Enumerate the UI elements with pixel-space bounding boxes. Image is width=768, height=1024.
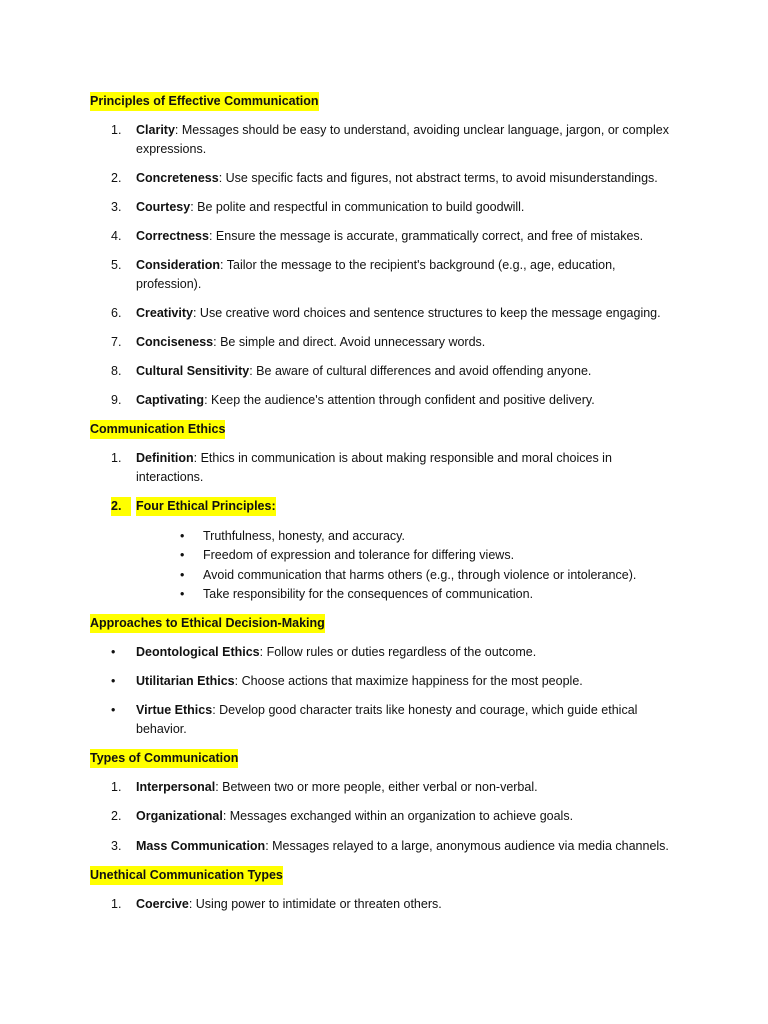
document-page: Principles of Effective Communication 1. Clarity: Messages should be easy to understand, avoiding unclear language, jargon, or complex expressions. 2. Concreteness: Use specific facts and figures, not abstract terms, to avoid misunderstandings. 3. Courtesy: Be polite and respectful in communication to build goodwill. 4. Correctness: Ensure the message is accurate, grammatically correct, and free of mistakes. 5. Consideration: Tailor the message to the recipient's background (e.g., age, education, profession). 6. Creativity: Use creative word choices and sentence structures to keep the message engaging. 7. Conciseness: Be simple and direct. Avoid unnecessary words. 8. Cultural Sensitivity: Be aware of cultural differences and avoid offending anyone. 9. Captivating: Keep the audience's attention through confident and positive delivery. Communication Ethics 1. Definition: Ethics in communication is about making responsible and moral choices in interactions. 2. Four Ethical Principles: • Truthfulness, honesty, and accuracy. • Freedom of expression and tolerance for differing views. • Avoid communication that harms others (e.g., through violence or intolerance). • Take responsibility for the consequences of communication. Approaches to Ethical Decision-Making • Deontological Ethics: Follow rules or duties regardless of the outcome. • Utilitarian Ethics: Choose actions that maximize happiness for the most people. • Virtue Ethics: Develop good character traits like honesty and courage, which guide ethical behavior. Types of Communication 1. Interpersonal: Between two or more people, either verbal or non-verbal. 2. Organizational: Messages exchanged within an organization to achieve goals. 3. Mass Communication: Messages relayed to a large, anonymous audience via media channels. Unethical Communication Types 1. Coercive: Using power to intimidate or threaten others. <box>90 94 669 911</box>
